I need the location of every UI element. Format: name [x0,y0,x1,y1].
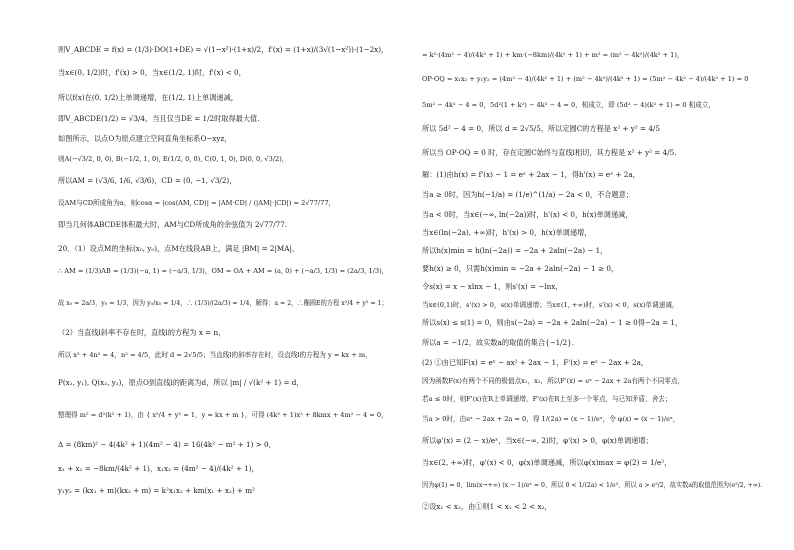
angle-cosine-line: 设AM与CD所成角为α，则cosα = |cos⟨AM, CD⟩| = |AM·CD| / (|AM|·|CD|) = 2√77/77， [58,199,336,207]
coordinate-system-line: 如图所示，以点O为原点建立空间直角坐标系O−xyz， [58,134,232,143]
s-function-line: 令s(x) = x − xlnx − 1，则s'(x) = −lnx， [422,282,563,291]
phi-max-line: 当x∈(2, +∞)时，φ'(x) < 0，φ(x)单调递减，所以φ(x)max = φ(2) = 1/e²， [422,458,672,467]
a-value-set-line: 所以a = −1/2，故实数a的取值的集合{−1/2}. [422,338,575,347]
case-a-neg-increasing-line: 当x∈(ln(−2a), +∞)时，h'(x) > 0，h(x)单调递增， [422,228,592,237]
part2-vertical-line: （2）当直线l斜率不存在时，直线l的方程为 x = n， [58,328,226,337]
h-min-line: 所以h(x)min = h(ln(−2a)) = −2a + 2aln(−2a) − 1， [422,246,608,255]
distance-case-line: 所以 x² + 4n² = 4，n² = 4/5，此时 d = 2√5/5；当直线l的斜率存在时，设直线l的方程为 y = kx + m， [58,351,372,359]
y-product-line: y₁y₂ = (kx₁ + m)(kx₂ + m) = k²x₁x₂ + km(x₁ + x₂) + m² [58,486,255,495]
s-monotonicity-line: 当x∈(0,1)时，s'(x) > 0，s(x)单调递增；当x∈(1, +∞)时，s'(x) < 0，s(x)单调递减， [422,301,679,309]
a-nonpositive-line: 若a ≤ 0时，则F'(x)在R上单调递增，F'(x)在R上至多一个零点，与已知矛盾，舍去； [422,395,672,403]
angle-conclusion-line: 即当几何体ABCDE体积最大时，AM与CD所成角的余弦值为 2√77/77. [58,220,288,229]
phi-increasing-line: 所以φ'(x) = (2 − x)/eˣ，当x∈(−∞, 2)时，φ'(x) > 0，φ(x)单调递增； [422,436,653,445]
distance-formula-line: P(x₁, y₁), Q(x₂, y₂)，原点O到直线l的距离为d，所以 |m| / √(k² + 1) = d， [58,378,304,387]
vectors-line: 所以AM = (√3/6, 1/6, √3/6)，CD = (0, −1, √3/2)， [58,176,237,185]
phi-definition-line: 当a > 0时，由eˣ − 2ax + 2a = 0，得 1/(2a) = (x − 1)/eˣ，令 φ(x) = (x − 1)/eˣ， [422,415,680,423]
part2-derivative-line: (2) ①由已知F(x) = eˣ − ax² + 2ax − 1，F'(x) = eˣ − 2ax + 2a， [422,358,649,367]
s-max-line: 所以s(x) ≤ s(1) = 0，则由s(−2a) = −2a + 2aln(−2a) − 1 ≥ 0得−2a = 1， [422,318,683,327]
circle-equation-line: 所以 5d² − 4 = 0，所以 d = 2√5/5，所以定圆C的方程是 x² + y² = 4/5 [422,124,660,133]
max-volume-line: 即V_ABCDE(1/2) = √3/4，当且仅当DE = 1/2时取得最大值. [58,114,260,123]
ellipse-equation-line: 故 x₀ = 2a/3，y₀ = 1/3，因为 y₀/x₀ = 1/4，∴ (1/3)/(2a/3) = 1/4，解得：a = 2，∴椭圆E的方程 x²/4 + y² = 1； [58,299,388,307]
case-a-nonneg-line: 当a ≥ 0时，因为h(−1/a) = (1/e)^(1/a) − 2a < 0，不合题意； [422,190,634,199]
vector-om-line: ∴ AM = (1/3)AB = (1/3)(−a, 1) = (−a/3, 1/3)，OM = OA + AM = (a, 0) + (−a/3, 1/3) = (2a/3, 1/3)， [58,267,389,275]
a-range-line: 因为φ(1) = 0，lim(x→+∞) (x − 1)/eˣ = 0，所以 0 < 1/(2a) < 1/e²，所以 a > e²/2，故实数a的取值范围为(e²/2, +∞). [422,481,763,489]
point-coordinates-line: 则A(−√3/2, 0, 0), B(−1/2, 1, 0), E(1/2, 0, 0), C(0, 1, 0), D(0, 0, √3/2)， [58,155,289,163]
discriminant-line: Δ = (8km)² − 4(4k² + 1)(4m² − 4) = 16(4k² − m² + 1) > 0， [58,440,276,449]
volume-function-line: 则V_ABCDE = f(x) = (1/3)·DO(1+DE) = √(1−x²)·(1+x)/2，f'(x) = (1+x)/(3√(1−x²))·(1−2x)， [58,45,389,54]
system-equation-line: 整理得 m² = d²(k² + 1)，由 { x²/4 + y² = 1，y = kx + m }，可得 (4k² + 1)x² + 8kmx + 4m² − 4 = 0， [58,411,388,419]
y-product-result-line: = k²·(4m² − 4)/(4k² + 1) + km·(−8km)/(4k² + 1) + m² = (m² − 4k²)/(4k² + 1)， [422,51,684,59]
problem-20-part1-line: 20．（1）设点M的坐标(x₀, y₀)，点M在线段AB上，满足 |BM| = 2|MA|， [58,244,300,253]
tangent-circle-line: 所以当 OP·OQ = 0 时，存在定圆C始终与直线l相切，其方程是 x² + y² = 4/5. [422,148,677,157]
monotonicity-line: 所以f(x)在(0, 1/2)上单调递增，在(1/2, 1)上单调递减， [58,93,238,102]
dot-product-line: OP·OQ = x₁x₂ + y₁y₂ = (4m² − 4)/(4k² + 1) + (m² − 4k²)/(4k² + 1) = (5m² − 4k² − 4)/(4k² + 1) = 0 [422,75,749,83]
vieta-line: x₁ + x₂ = −8km/(4k² + 1)，x₁x₂ = (4m² − 4)/(4k² + 1)， [58,464,259,473]
h-nonneg-requirement-line: 要h(x) ≥ 0，只需h(x)min = −2a + 2aln(−2a) − 1 ≥ 0， [422,264,619,273]
problem-21-part1-line: 解：(1)由h(x) = f'(x) − 1 = eˣ + 2ax − 1，得h'(x) = eˣ + 2a， [422,170,640,179]
case-a-neg-decreasing-line: 当a < 0时，当x∈(−∞, ln(−2a))时，h'(x) < 0，h(x)单调递减， [422,210,633,219]
x1-x2-order-line: ②设x₁ < x₂，由①则1 < x₁ < 2 < x₂， [422,502,552,511]
constant-condition-line: 5m² − 4k² − 4 = 0，5d²(1 + k²) − 4k² − 4 = 0，相成立，即 (5d² − 4)(k² + 1) = 0 相成立， [422,101,716,109]
two-extremes-line: 因为函数F(x)有两个不同的极值点x₁，x₂，所以F'(x) = eˣ − 2ax + 2a有两个不同零点， [422,377,685,385]
derivative-sign-line: 当x∈(0, 1/2)时，f'(x) > 0，当x∈(1/2, 1)时，f'(x) < 0， [58,68,246,77]
